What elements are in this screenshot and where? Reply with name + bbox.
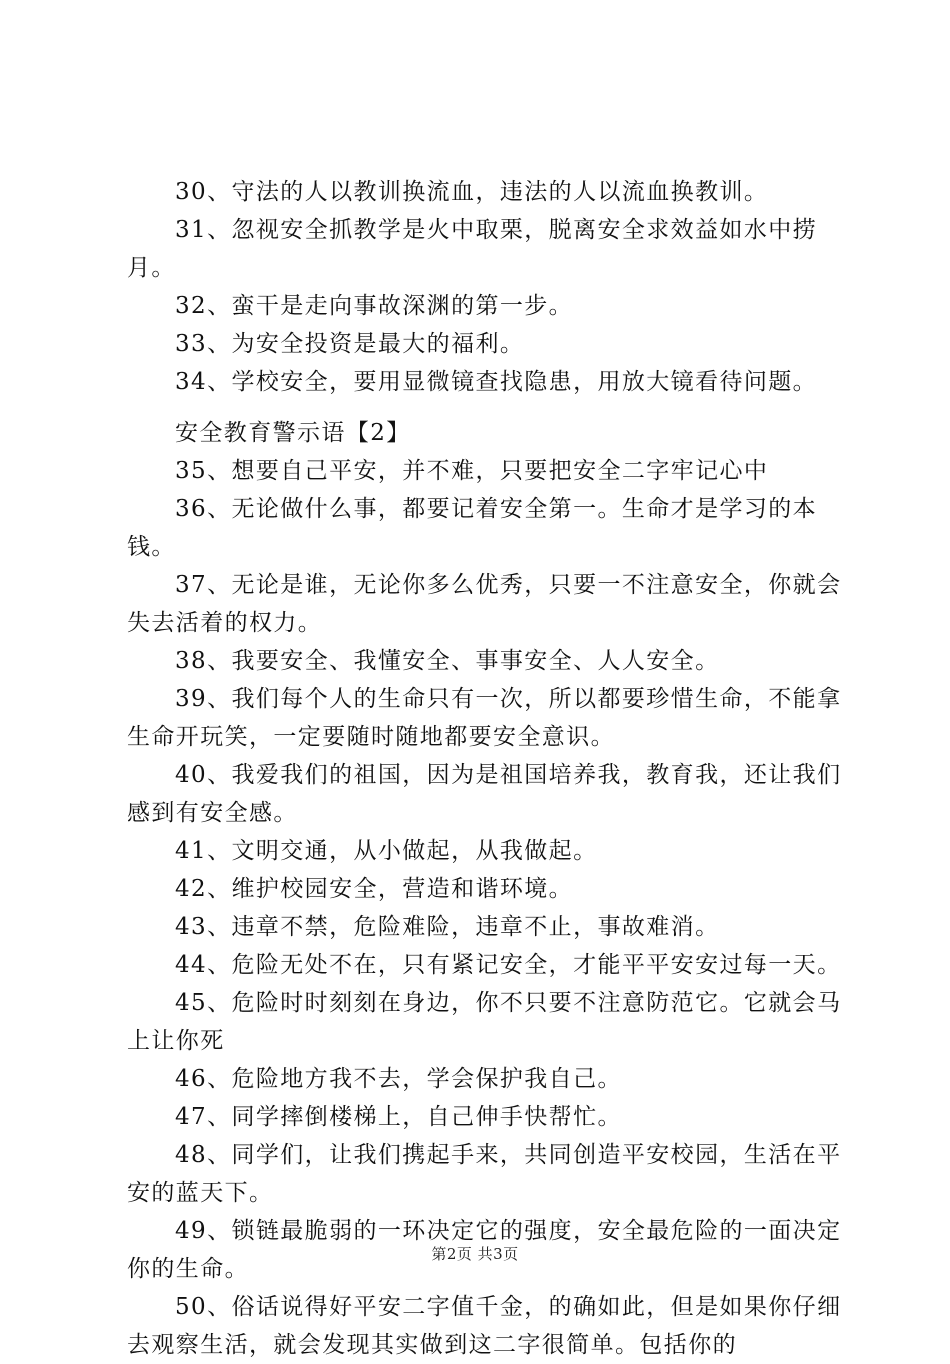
page-number-footer: 第2页 共3页 [431,1245,519,1263]
slogan-paragraph-34: 34、学校安全，要用显微镜查找隐患，用放大镜看待问题。 [175,369,818,395]
slogan-paragraph-49: 49、锁链最脆弱的一环决定它的强度，安全最危险的一面决定你的生命。 [127,1218,842,1282]
slogan-paragraph-37: 37、无论是谁，无论你多么优秀，只要一不注意安全，你就会失去活着的权力。 [127,572,842,636]
slogan-paragraph-42: 42、维护校园安全，营造和谐环境。 [175,876,574,902]
document-body [127,173,847,1364]
slogan-paragraph-31: 31、忽视安全抓教学是火中取栗，脱离安全求效益如水中捞月。 [127,217,818,281]
slogan-paragraph-35: 35、想要自己平安，并不难，只要把安全二字牢记心中 [175,458,769,484]
slogan-paragraph-39: 39、我们每个人的生命只有一次，所以都要珍惜生命，不能拿生命开玩笑，一定要随时随地都要安全意识。 [127,686,842,750]
slogan-paragraph-30: 30、守法的人以教训换流血，违法的人以流血换教训。 [175,179,769,205]
slogan-paragraph-47: 47、同学摔倒楼梯上，自己伸手快帮忙。 [175,1104,622,1130]
slogan-paragraph-50: 50、俗话说得好平安二字值千金，的确如此，但是如果你仔细去观察生活，就会发现其实做到这二字很简单。包括你的 [127,1294,842,1358]
slogan-paragraph-38: 38、我要安全、我懂安全、事事安全、人人安全。 [175,648,720,674]
slogan-paragraph-46: 46、危险地方我不去，学会保护我自己。 [175,1066,622,1092]
slogan-paragraph-48: 48、同学们，让我们携起手来，共同创造平安校园，生活在平安的蓝天下。 [127,1142,842,1206]
slogan-paragraph-44: 44、危险无处不在，只有紧记安全，才能平平安安过每一天。 [175,952,842,978]
slogan-paragraph-41: 41、文明交通，从小做起，从我做起。 [175,838,598,864]
slogan-paragraph-40: 40、我爱我们的祖国，因为是祖国培养我，教育我，还让我们感到有安全感。 [127,762,842,826]
slogan-paragraph-32: 32、蛮干是走向事故深渊的第一步。 [175,293,574,319]
slogan-paragraph-36: 36、无论做什么事，都要记着安全第一。生命才是学习的本钱。 [127,496,818,560]
slogan-paragraph-33: 33、为安全投资是最大的福利。 [175,331,525,357]
section-heading: 安全教育警示语【2】 [175,420,411,446]
slogan-paragraph-43: 43、违章不禁，危险难险，违章不止，事故难消。 [175,914,720,940]
slogan-paragraph-45: 45、危险时时刻刻在身边，你不只要不注意防范它。它就会马上让你死 [127,990,842,1054]
